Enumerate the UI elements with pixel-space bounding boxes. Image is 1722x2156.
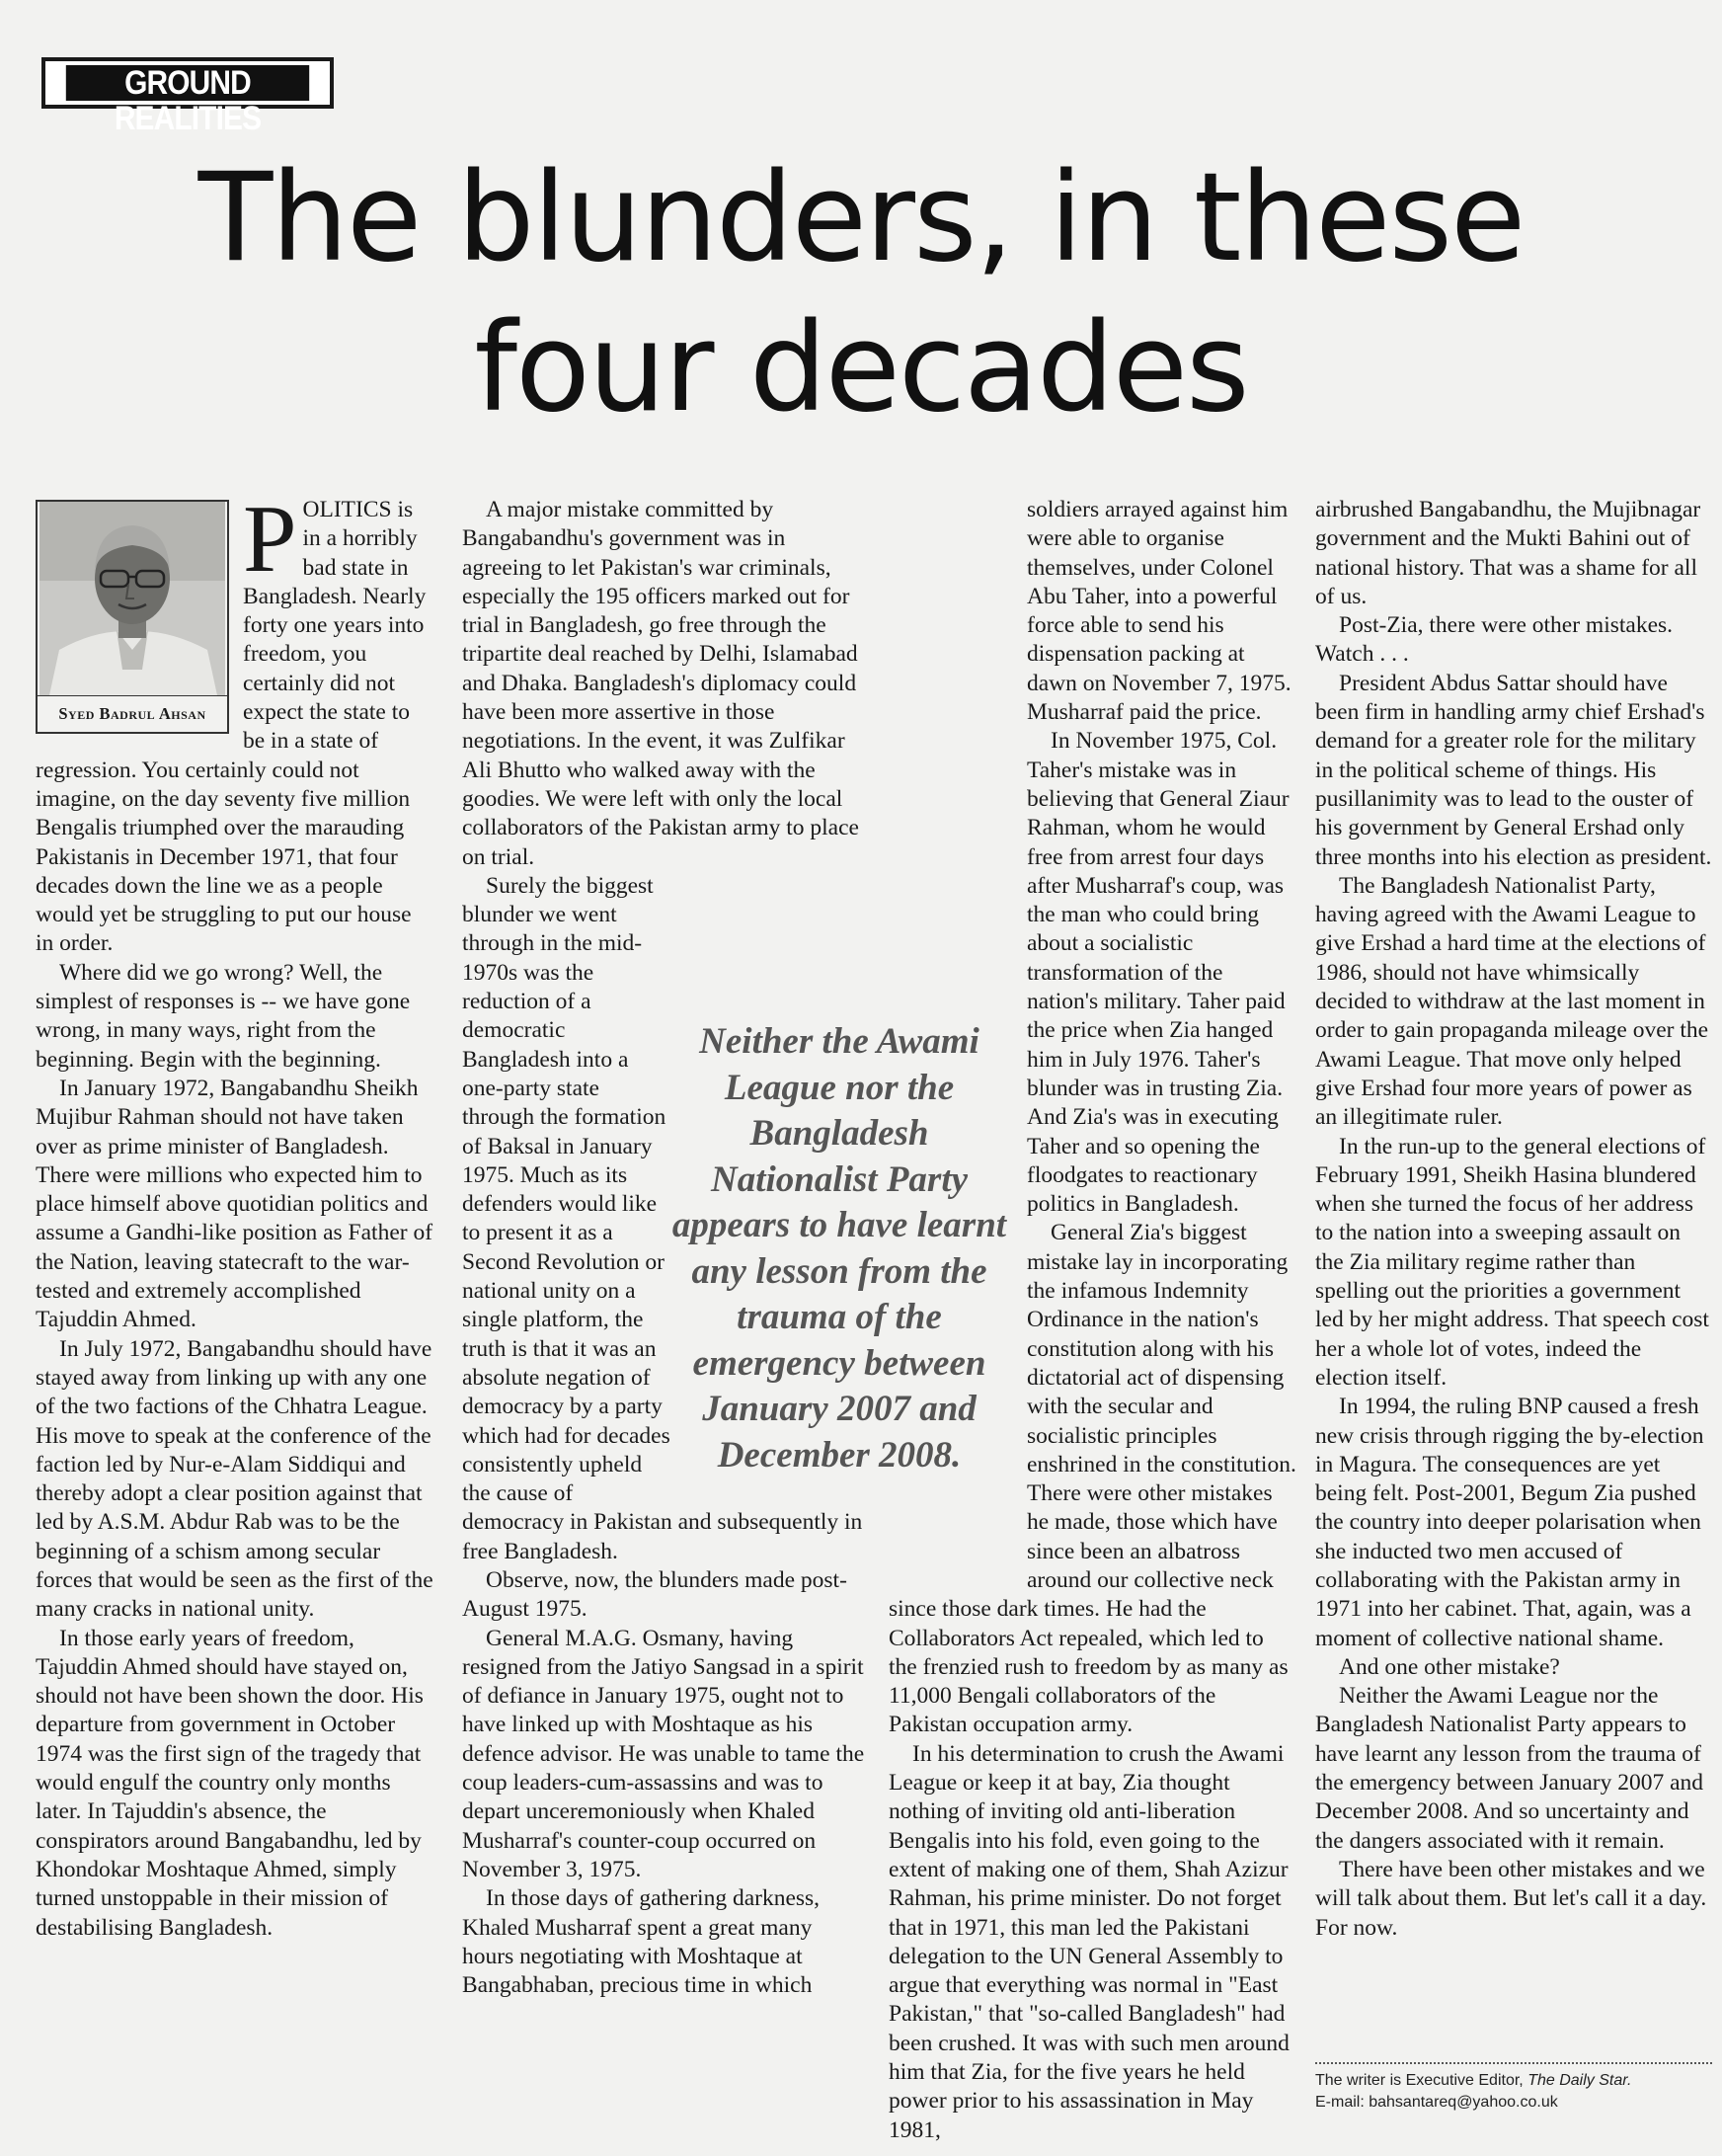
- paragraph: airbrushed Bangabandhu, the Mujibnagar government and the Mukti Bahini out of national history. That was a shame for all of us.: [1315, 497, 1701, 609]
- headline: [0, 143, 1722, 443]
- paragraph: In 1994, the ruling BNP caused a fresh new crisis through rigging the by-election in Magura. The consequences are yet being felt. Post-2001, Begum Zia pushed the country into deeper polarisation when she inducted two men accused of collaborating with the Pakistan army in 1971 into her cabinet. That, again, was a moment of collective national shame.: [1315, 1394, 1704, 1651]
- paragraph: OLITICS is in a horribly bad state in Bangladesh. Nearly forty one years into freedom, you certainly did not expect the state to be in a state of regression. You certainly could not imagine, on the day seventy five million Bengalis triumphed over the marauding Pakistanis in December 1971, that four decades down the line we as a people would yet be struggling to put our house in order.: [36, 497, 427, 957]
- paragraph: In his determination to crush the Awami League or keep it at bay, Zia thought nothing of inviting old anti-liberation Bengalis into his fold, even going to the extent of making one of them, Shah Azizur Rahman, his prime minister. Do not forget that in 1971, this man led the Pakistani delegation to the UN General Assembly to argue that everything was normal in "East Pakistan," that "so-called Bangladesh" had been crushed. It was with such men around him that Zia, for the five years he held power prior to his assassination in May 1981,: [889, 1740, 1290, 2143]
- paragraph: In those days of gathering darkness, Khaled Musharraf spent a great many hours negotiating with Moshtaque at Bangabhaban, precious time in which: [462, 1885, 821, 1999]
- paragraph: President Abdus Sattar should have been firm in handling army chief Ershad's demand for a greater role for the military in the political scheme of things. His pusillanimity was to lead to the ouster of his government by General Ershad only three months into his election as president.: [1315, 670, 1712, 870]
- paragraph: General M.A.G. Osmany, having resigned from the Jatiyo Sangsad in a spirit of defiance in January 1975, ought not to have linked up with Moshtaque as his defence advisor. He was unable to tame the coup leaders-cum-assassins and was to depart unceremoniously when Khaled Musharraf's counter-coup occurred on November 3, 1975.: [462, 1625, 865, 1882]
- author-note-line-1: [1315, 2070, 1712, 2092]
- paragraph: In those early years of freedom, Tajuddin Ahmed should have stayed on, should not have been shown the door. His departure from government in October 1974 was the first sign of the tragedy that would engulf the country only months later. In Tajuddin's absence, the conspirators around Bangabandhu, led by Khondokar Moshtaque Ahmed, simply turned unstoppable in their mission of destabilising Bangladesh.: [36, 1625, 424, 1941]
- author-photo-box: [36, 500, 229, 734]
- paragraph: Post-Zia, there were other mistakes. Watch . . .: [1315, 612, 1674, 668]
- paragraph: General Zia's biggest mistake lay in incorporating the infamous Indemnity Ordinance in the nation's constitution along with his dictatorial act of dispensing with the secular and socialistic principles enshrined in the constitution. There were other mistakes he made, those which have since been an albatross around our collective neck since those dark times. He had the Collaborators Act repealed, which led to the frenzied rush to freedom by as many as 11,000 Bengali collaborators of the Pakistan occupation army.: [889, 1220, 1296, 1738]
- author-note: [1315, 2062, 1712, 2114]
- paragraph: In July 1972, Bangabandhu should have stayed away from linking up with any one of the two factions of the Chhatra League. His move to speak at the conference of the faction led by Nur-e-Alam Siddiqui and thereby adopt a clear position against that led by A.S.M. Abdur Rab was to be the beginning of a schism among secular forces that would be seen as the first of the many cracks in national unity.: [36, 1335, 433, 1623]
- paragraph: The Bangladesh Nationalist Party, having agreed with the Awami League to give Ershad a hard time at the elections of 1986, should not have whimsically decided to withdraw at the last moment in order to gain propaganda mileage over the Awami League. That move only helped give Ershad four more years of power as an illegitimate ruler.: [1315, 872, 1709, 1131]
- headline-line-1: The blunders, in these: [197, 147, 1525, 289]
- article-column-1: [36, 486, 434, 1943]
- paragraph: In January 1972, Bangabandhu Sheikh Mujibur Rahman should not have taken over as prime minister of Bangladesh. There were millions who expected him to place himself above quotidian politics and assume a Gandhi-like position as Father of the Nation, leaving statecraft to the war-tested and extremely accomplished Tajuddin Ahmed.: [36, 1075, 433, 1333]
- drop-cap: P: [243, 486, 297, 593]
- article-column-4: [1315, 496, 1712, 1943]
- author-byline: Syed Badrul Ahsan: [38, 695, 227, 732]
- author-email: E-mail: bahsantareq@yahoo.co.uk: [1315, 2094, 1558, 2111]
- paragraph: soldiers arrayed against him were able to organise themselves, under Colonel Abu Taher, into a powerful force able to send his dispensation packing at dawn on November 7, 1975. Musharraf paid the price.: [1027, 497, 1292, 726]
- headline-line-2: four decades: [474, 297, 1248, 439]
- paragraph: Surely the biggest blunder we went through in the mid-1970s was the reduction of a democratic Bangladesh into a one-party state through the formation of Baksal in January 1975. Much as its defenders would like to present it as a Second Revolution or national unity on a single platform, the truth is that it was an absolute negation of democracy by a party which had for decades consistently upheld the cause of democracy in Pakistan and subsequently in free Bangladesh.: [462, 872, 863, 1564]
- paragraph: A major mistake committed by Bangabandhu's government was in agreeing to let Pakistan's war criminals, especially the 195 officers marked out for trial in Bangladesh, go free through the tripartite deal reached by Delhi, Islamabad and Dhaka. Bangladesh's diplomacy could have been more assertive in those negotiations. In the event, it was Zulfikar Ali Bhutto who walked away with the goodies. We were left with only the local collaborators of the Pakistan army to place on trial.: [462, 497, 859, 870]
- paragraph: Neither the Awami League nor the Bangladesh Nationalist Party appears to have learnt any lesson from the trauma of the emergency between January 2007 and December 2008. And so uncertainty and the dangers associated with it remain.: [1315, 1683, 1704, 1854]
- paragraph: In the run-up to the general elections of February 1991, Sheikh Hasina blundered when she turned the focus of her address to the nation into a sweeping assault on the Zia military regime rather than spelling out the priorities a government led by her might address. That speech cost her a whole lot of votes, indeed the election itself.: [1315, 1133, 1709, 1391]
- publication-name: The Daily Star.: [1527, 2072, 1632, 2089]
- paragraph: And one other mistake?: [1339, 1653, 1560, 1680]
- paragraph: Where did we go wrong? Well, the simplest of responses is -- we have gone wrong, in many ways, right from the beginning. Begin with the beginning.: [36, 959, 411, 1073]
- pull-quote: Neither the Awami League nor the Bangladesh Nationalist Party appears to have learnt any lesson from the trauma of the emergency between January 2007 and December 2008.: [671, 1021, 1007, 1476]
- paragraph: Observe, now, the blunders made post-August 1975.: [462, 1566, 847, 1623]
- kicker-label: GROUND REALITIES: [66, 65, 309, 101]
- section-kicker: [41, 57, 334, 137]
- author-portrait-image: [39, 502, 225, 695]
- paragraph: There have been other mistakes and we will talk about them. But let's call it a day. For now.: [1315, 1856, 1707, 1941]
- paragraph: In November 1975, Col. Taher's mistake was in believing that General Ziaur Rahman, whom he would free from arrest four days after Musharraf's coup, was the man who could bring about a socialistic transformation of the nation's military. Taher paid the price when Zia hanged him in July 1976. Taher's blunder was in trusting Zia. And Zia's was in executing Taher and so opening the floodgates to reactionary politics in Bangladesh.: [1027, 728, 1290, 1218]
- author-role: The writer is Executive Editor,: [1315, 2072, 1524, 2089]
